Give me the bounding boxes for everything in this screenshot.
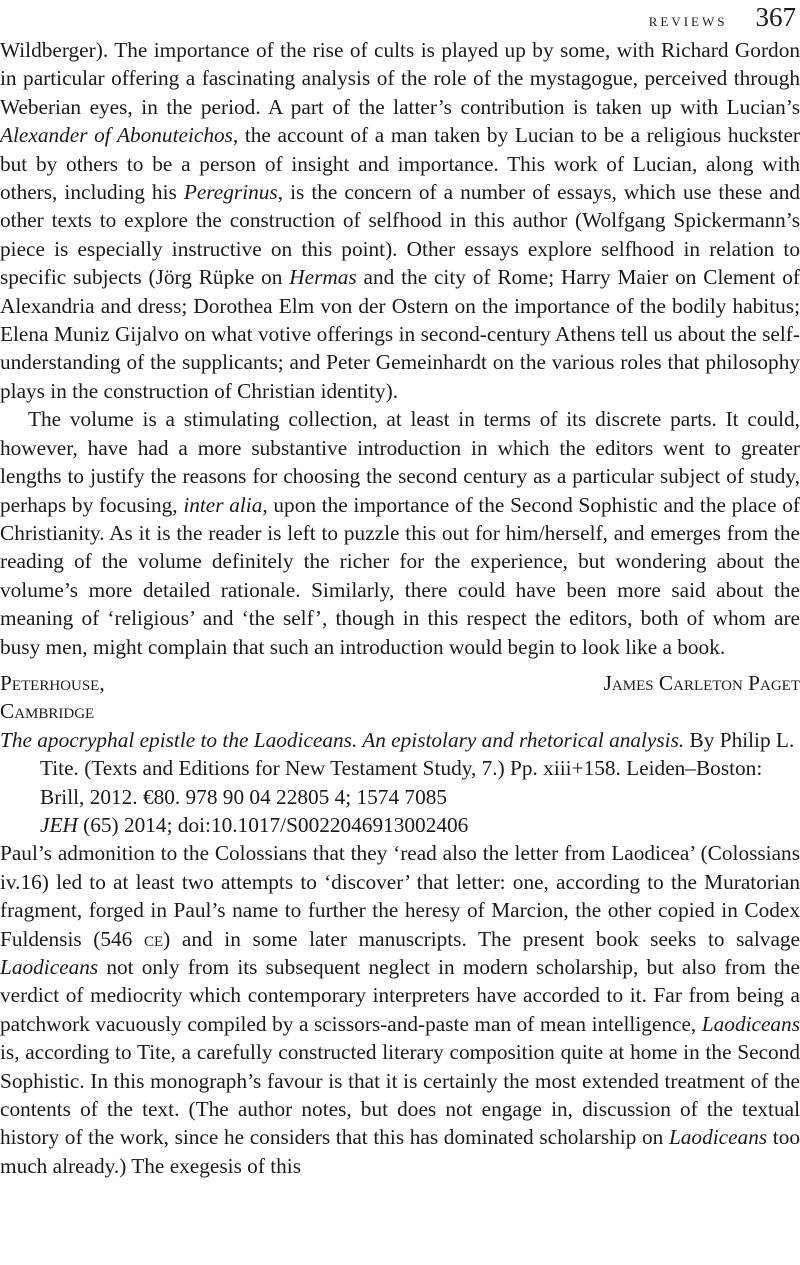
review-paragraph-2: The volume is a stimulating collection, at least in terms of its discrete parts. It could, however, have had a more substantive introduction in which the editors went to greater lengths to justify the reasons for choosing the second century as a particular subject of study, perhaps by focusing, inter alia, upon the importance of the Second Sophistic and the place of Christianity. As it is the reader is left to puzzle this out for him/herself, and emerges from the reading of the volume definitely the richer for the experience, but wondering about the volume’s more detailed rationale. Similarly, there could have been more said about the meaning of ‘religious’ and ‘the self’, though in this respect the editors, both of whom are busy men, might complain that such an introduction would begin to look like a book. [0,407,800,659]
book-citation [0,726,800,840]
journal-reference: JEH (65) 2014; doi:10.1017/S0022046913002406 [40,812,469,837]
institution-line-1: Peterhouse, [0,670,105,695]
section-label: reviews [648,10,728,30]
review-paragraph-1: Wildberger). The importance of the rise of cults is played up by some, with Richard Gordon in particular offering a fascinating analysis of the role of the mystagogue, perceived through Weberian eyes, in the period. A part of the latter’s contribution is taken up with Lucian’s Alexander of Abonuteichos, the account of a man taken by Lucian to be a religious huckster but by others to be a person of insight and importance. This work of Lucian, along with others, including his Peregrinus, is the concern of a number of essays, which use these and other texts to explore the construction of selfhood in this author (Wolfgang Spickermann’s piece is especially instructive on this point). Other essays explore selfhood in relation to specific subjects (Jörg Rüpke on Hermas and the city of Rome; Harry Maier on Clement of Alexandria and dress; Dorothea Elm von der Ostern on the importance of the bodily habitus; Elena Muniz Gijalvo on what votive offerings in second-century Athens tell us about the self-understanding of the supplicants; and Peter Gemeinhardt on the various roles that philosophy plays in the construction of Christian identity). [0,38,800,403]
institution-line-2: Cambridge [0,699,95,724]
page-number: 367 [755,2,796,32]
reviewer-name: James Carleton Paget [603,670,800,695]
book-details: By Philip L. Tite. (Texts and Editions for New Testament Study, 7.) Pp. xiii+158. Leiden–Boston: Brill, 2012. €80. 978 90 04 22805 4; 1574 7085 [40,727,795,809]
running-head [649,2,796,32]
reviewer-institution [0,669,105,726]
review-2-paragraph-1: Paul’s admonition to the Colossians that they ‘read also the letter from Laodicea’ (Colossians iv.16) led to at least two attempts to ‘discover’ that letter: one, according to the Muratorian fragment, forged in Paul’s name to further the heresy of Marcion, the other copied in Codex Fuldensis (546 ce) and in some later manuscripts. The present book seeks to salvage Laodiceans not only from its subsequent neglect in modern scholarship, but also from the verdict of mediocrity which contemporary interpreters have accorded to it. Far from being a patchwork vacuously compiled by a scissors-and-paste man of mean intelligence, Laodiceans is, according to Tite, a carefully constructed literary composition quite at home in the Second Sophistic. In this monograph’s favour is that it is certainly the most extended treatment of the contents of the text. (The author notes, but does not engage in, discussion of the textual history of the work, since he considers that this has dominated scholarship on Laodiceans too much already.) The exegesis of this [0,841,800,1178]
book-title: The apocryphal epistle to the Laodiceans. An epistolary and rhetorical analysis. [0,727,685,752]
article-body [0,36,800,1180]
reviewer-signature [0,669,800,726]
